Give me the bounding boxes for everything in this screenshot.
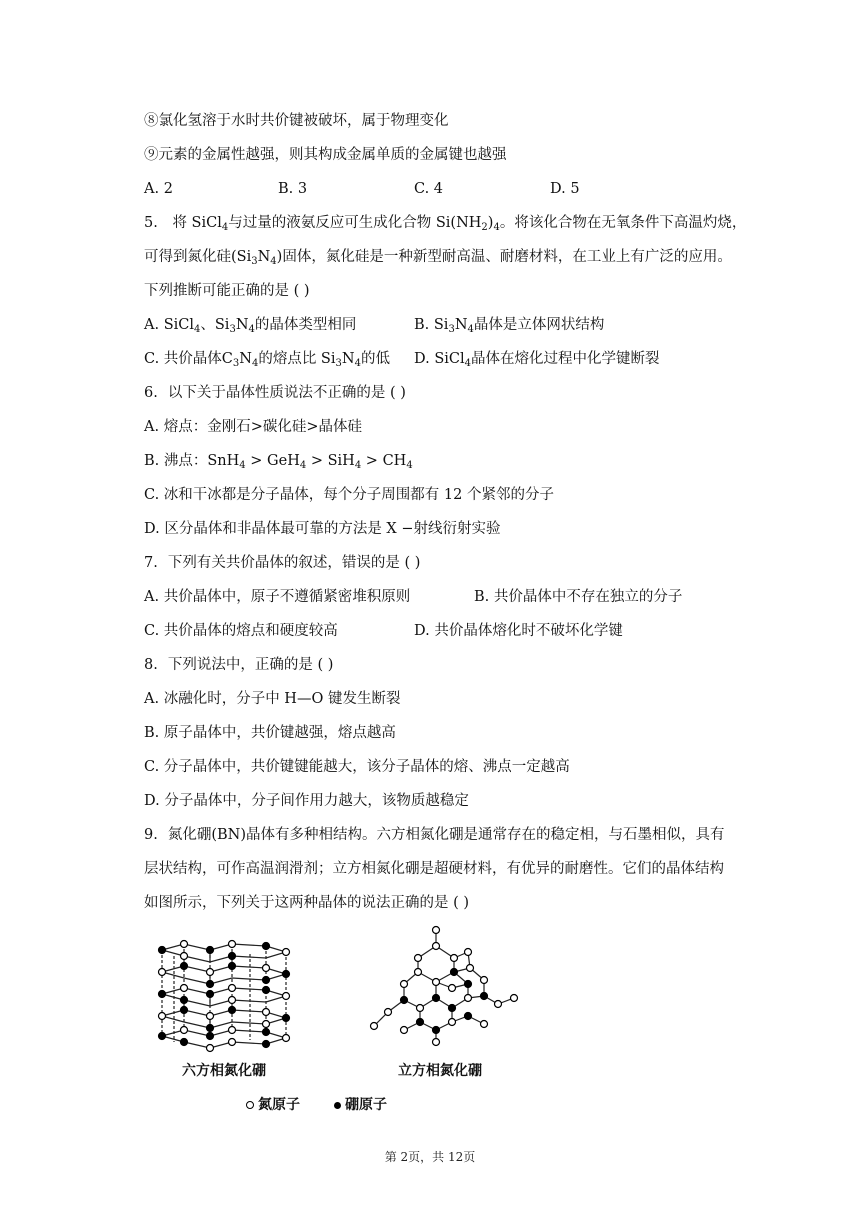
hexagonal-bn-structure-figure bbox=[140, 932, 310, 1057]
hollow-circle-icon bbox=[246, 1101, 254, 1109]
q6-option-c: C. 冰和干冰都是分子晶体，每个分子周围都有 12 个紧邻的分子 bbox=[144, 487, 554, 503]
q8-stem: 8. 下列说法中，正确的是 ( ) bbox=[144, 657, 334, 673]
q9-number: 9. bbox=[144, 827, 158, 843]
q9-stem-line-2: 层状结构，可作高温润滑剂；立方相氮化硼是超硬材料，有优异的耐磨性。它们的晶体结构 bbox=[144, 861, 724, 877]
q6-option-d: D. 区分晶体和非晶体最可靠的方法是 X −射线衍射实验 bbox=[144, 521, 501, 537]
q5-option-d: D. SiCl$_4$晶体在熔化过程中化学键断裂 bbox=[414, 351, 660, 369]
cubic-bn-structure-figure bbox=[366, 924, 526, 1048]
q7-option-c: C. 共价晶体的熔点和硬度较高 bbox=[144, 623, 338, 639]
q7-stem: 7. 下列有关共价晶体的叙述，错误的是 ( ) bbox=[144, 555, 421, 571]
q8-option-d: D. 分子晶体中，分子间作用力越大，该物质越稳定 bbox=[144, 793, 469, 809]
legend-nitrogen: 氮原子 bbox=[246, 1094, 300, 1114]
q6-option-b: B. 沸点：$SnH_4 > GeH_4 > SiH_4 > CH_4$ bbox=[144, 453, 413, 471]
q5-option-b: B. $Si_3N_4$晶体是立体网状结构 bbox=[414, 317, 605, 335]
q5-stem-line-2: 可得到氮化硅$(Si_3N_4)$固体，氮化硅是一种新型耐高温、耐磨材料，在工业上有广泛的应用。 bbox=[144, 249, 732, 267]
q6-number: 6. bbox=[144, 385, 158, 401]
q7-option-b: B. 共价晶体中不存在独立的分子 bbox=[474, 589, 683, 605]
q9-stem-line-1: 9. 氮化硼(BN)晶体有多种相结构。六方相氮化硼是通常存在的稳定相，与石墨相似，具有 bbox=[144, 827, 725, 843]
q4-option-d: D. 5 bbox=[550, 181, 580, 197]
q8-number: 8. bbox=[144, 657, 158, 673]
legend-boron: 硼原子 bbox=[334, 1094, 387, 1114]
statement-9: ⑨元素的金属性越强，则其构成金属单质的金属键也越强 bbox=[144, 147, 507, 163]
filled-circle-icon bbox=[334, 1102, 341, 1109]
q8-option-c: C. 分子晶体中，共价键键能越大，该分子晶体的熔、沸点一定越高 bbox=[144, 759, 570, 775]
q4-option-c: C. 4 bbox=[414, 181, 444, 197]
q7-option-a: A. 共价晶体中，原子不遵循紧密堆积原则 bbox=[144, 589, 411, 605]
q5-number: 5. bbox=[144, 215, 158, 231]
q6-option-a: A. 熔点：金刚石>碳化硅>晶体硅 bbox=[144, 419, 362, 435]
q4-option-a: A. 2 bbox=[144, 181, 173, 197]
q7-option-d: D. 共价晶体熔化时不破坏化学键 bbox=[414, 623, 623, 639]
cubic-bn-caption: 立方相氮化硼 bbox=[398, 1063, 482, 1079]
q6-stem: 6. 以下关于晶体性质说法不正确的是 ( ) bbox=[144, 385, 406, 401]
q7-number: 7. bbox=[144, 555, 158, 571]
statement-8: ⑧氯化氢溶于水时共价键被破坏，属于物理变化 bbox=[144, 113, 449, 129]
page-footer: 第 2页，共 12页 bbox=[384, 1150, 476, 1164]
q9-stem-line-3: 如图所示，下列关于这两种晶体的说法正确的是 ( ) bbox=[144, 895, 470, 911]
q5-option-c: C. 共价晶体$C_3N_4$的熔点比 $Si_3N_4$的低 bbox=[144, 351, 390, 369]
q5-stem-line-1: 5. 将 SiCl$_4$与过量的液氨反应可生成化合物 $Si(NH_2)_4$。将该化合物在无氧条件下高温灼烧， bbox=[144, 215, 747, 233]
hexagonal-bn-caption: 六方相氮化硼 bbox=[182, 1063, 266, 1079]
q8-option-b: B. 原子晶体中，共价键越强，熔点越高 bbox=[144, 725, 396, 741]
q5-stem-line-3: 下列推断可能正确的是 ( ) bbox=[144, 283, 310, 299]
q8-option-a: A. 冰融化时，分子中 H—O 键发生断裂 bbox=[144, 691, 401, 707]
q4-option-b: B. 3 bbox=[278, 181, 308, 197]
q5-option-a: A. SiCl$_4$、$Si_3N_4$的晶体类型相同 bbox=[144, 317, 357, 335]
